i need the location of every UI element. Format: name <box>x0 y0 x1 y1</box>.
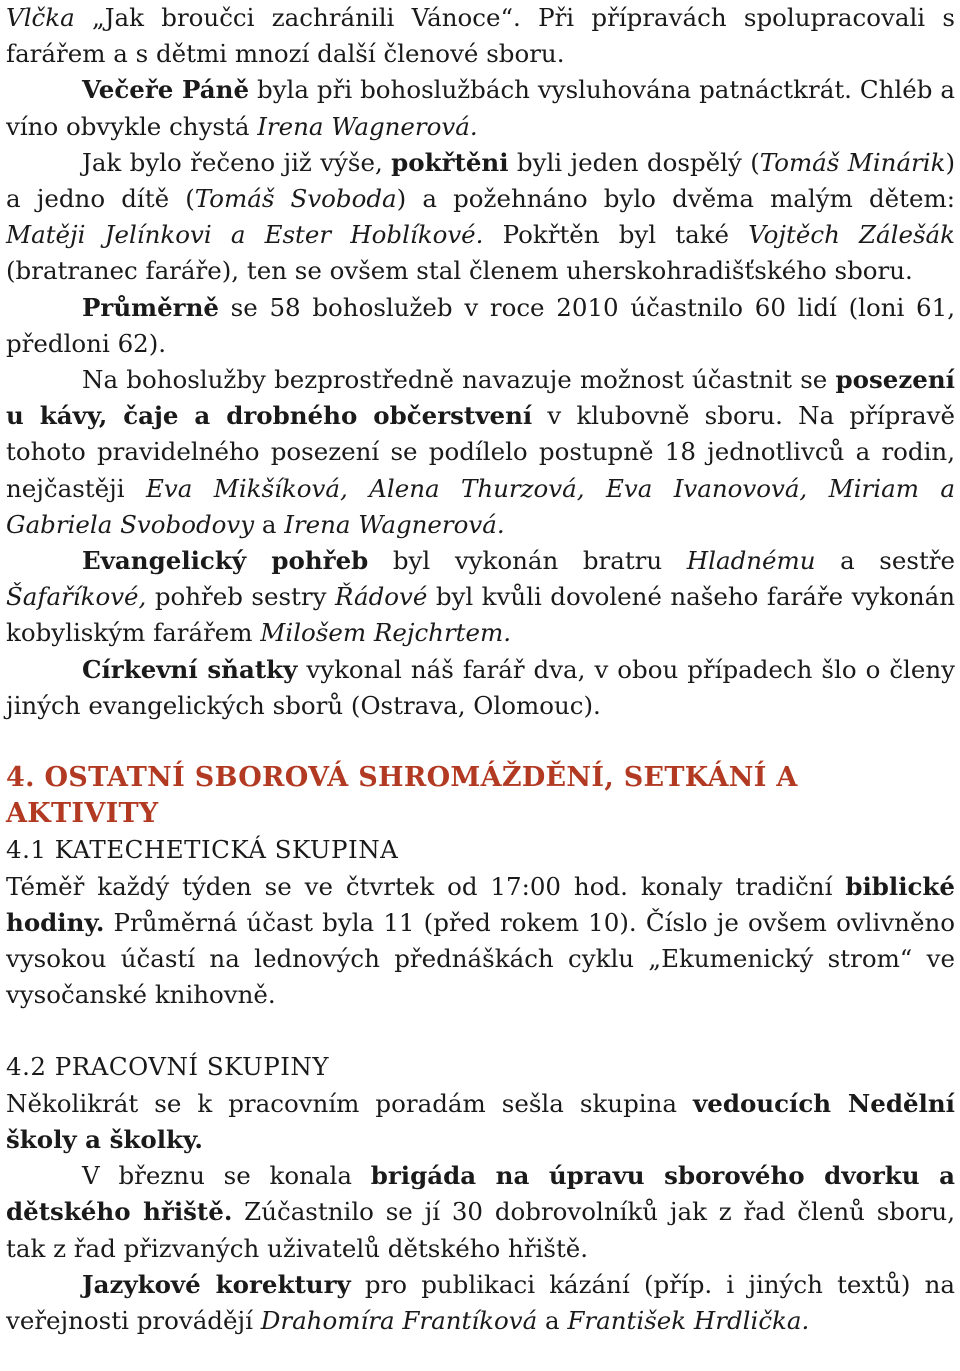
paragraph-coffee-gathering <box>6 362 955 543</box>
italic-run: Řádové <box>334 582 428 612</box>
italic-run: Irena Wagnerová. <box>257 111 478 141</box>
italic-run: Šafaříkové, <box>6 582 147 612</box>
bold-run: biblické hodiny. <box>6 871 955 937</box>
italic-run: Milošem Rejchrtem. <box>260 618 512 648</box>
text-run: Zúčastnilo se jí 30 dobrovolníků jak z řad členů sboru, tak z řad přizvaných uživatelů dětského hřiště. <box>6 1197 955 1263</box>
italic-run: Tomáš Svoboda <box>194 184 397 214</box>
subsection-heading-4-2: 4.2 PRACOVNÍ SKUPINY <box>6 1052 330 1082</box>
section-gap <box>6 724 955 760</box>
bold-run: Průměrně <box>82 292 219 322</box>
paragraph-bible-hours <box>6 869 955 1014</box>
italic-run: Drahomíra Frantíková <box>260 1305 538 1335</box>
text-run: byli jeden dospělý ( <box>508 147 760 177</box>
section-gap <box>6 1013 955 1049</box>
italic-run: Tomáš Minárik <box>759 147 946 177</box>
text-run: Průměrná účast byla 11 (před rokem 10). Číslo je ovšem ovlivněno vysokou účastí na lednových přednáškách cyklu „Ekumenický strom“ ve vysočanské knihovně. <box>6 907 955 1010</box>
text-run: v klubovně sboru. Na přípravě tohoto pravidelného posezení se podílelo postupně 18 jednotlivců a rodin, nejčastěji <box>6 401 956 503</box>
paragraph-baptisms <box>6 145 955 290</box>
paragraph-christmas-play <box>6 0 955 72</box>
italic-run: Irena Wagnerová. <box>284 509 505 539</box>
text-run: Několikrát se k pracovním poradám sešla skupina <box>6 1088 694 1118</box>
italic-run: Vlčka <box>6 3 75 32</box>
text-run: vykonal náš farář dva, v obou případech šlo o členy jiných evangelických sborů (Ostrava, Olomouc). <box>6 654 956 720</box>
paragraph-proofreading <box>6 1267 955 1339</box>
paragraph-brigade <box>6 1158 955 1267</box>
italic-run: Eva Mikšíková, Alena Thurzová, Eva Ivanovová, Miriam a Gabriela Svobodovy <box>6 473 955 539</box>
text-run: „Jak broučci zachránili Vánoce“. Při přípravách spolupracovali s farářem a s dětmi mnozí další členové sboru. <box>6 3 955 69</box>
text-run: (bratranec faráře), ten se ovšem stal členem uherskohradišťského sboru. <box>6 256 913 286</box>
text-run: pohřeb sestry <box>146 582 335 612</box>
text-run: Na bohoslužby bezprostředně navazuje možnost účastnit se <box>82 365 836 395</box>
italic-run: František Hrdlička. <box>567 1305 810 1335</box>
text-run: Téměř každý týden se ve čtvrtek od 17:00 hod. konaly tradiční <box>6 871 846 901</box>
paragraph-funerals <box>6 543 955 652</box>
italic-run: Vojtěch Zálešák <box>748 220 956 250</box>
bold-run: brigáda na úpravu sborového dvorku a dětského hřiště. <box>6 1161 955 1227</box>
paragraph-weddings <box>6 652 955 724</box>
bold-run: posezení u kávy, čaje a drobného občerstvení <box>6 365 955 431</box>
subsection-heading-4-1: 4.1 KATECHETICKÁ SKUPINA <box>6 835 399 865</box>
section-heading-4: 4. OSTATNÍ SBOROVÁ SHROMÁŽDĚNÍ, SETKÁNÍ A AKTIVITY <box>6 762 798 830</box>
text-run: a <box>537 1305 568 1335</box>
paragraph-sunday-school <box>6 1086 955 1158</box>
text-run: ) a jedno dítě ( <box>6 147 956 214</box>
italic-run: Matěji Jelínkovi a Ester Hoblíkové. <box>6 220 484 250</box>
bold-run: vedoucích Nedělní školy a školky. <box>6 1088 955 1154</box>
text-run: a sestře <box>815 546 956 576</box>
document-page <box>6 0 955 1339</box>
bold-run: Jazykové korektury <box>82 1269 351 1299</box>
text-run: Jak bylo řečeno již výše, <box>82 147 392 177</box>
text-run: byl kvůli dovolené našeho faráře vykonán kobyliským farářem <box>6 582 956 648</box>
paragraph-attendance <box>6 290 955 362</box>
text-run: ) a požehnáno bylo dvěma malým dětem: <box>396 184 955 214</box>
text-run: Pokřtěn byl také <box>483 220 749 250</box>
bold-run: pokřtěni <box>391 147 509 177</box>
text-run: pro publikaci kázání (příp. i jiných textů) na veřejnosti provádějí <box>6 1269 955 1335</box>
paragraph-lords-supper <box>6 72 955 144</box>
text-run: byl vykonán bratru <box>368 546 687 576</box>
bold-run: Večeře Páně <box>82 75 250 105</box>
text-run: se 58 bohoslužeb v roce 2010 účastnilo 60 lidí (loni 61, předloni 62). <box>6 292 955 358</box>
text-run: a <box>254 509 285 539</box>
bold-run: Evangelický pohřeb <box>82 546 369 576</box>
italic-run: Hladnému <box>686 546 816 576</box>
bold-run: Církevní sňatky <box>82 654 298 684</box>
text-run: V březnu se konala <box>82 1161 371 1191</box>
text-run: byla při bohoslužbách vysluhována patnáctkrát. Chléb a víno obvykle chystá <box>6 75 955 141</box>
